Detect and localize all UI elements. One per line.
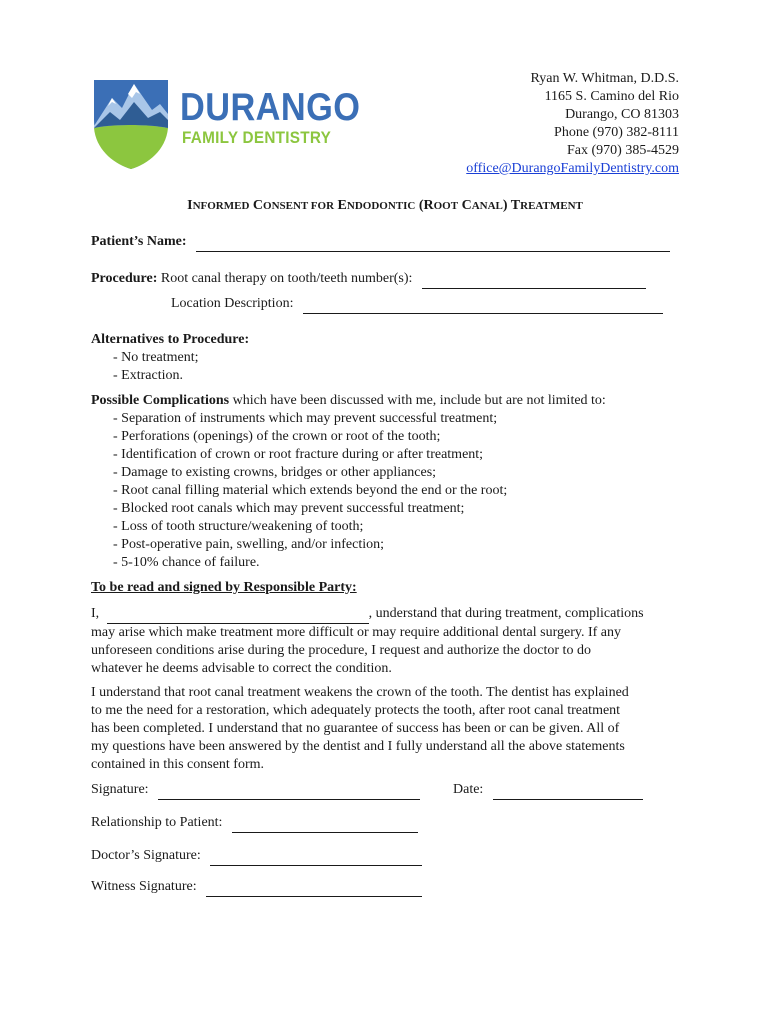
signature-field[interactable] [158, 781, 420, 800]
doctor-signature-field[interactable] [210, 847, 422, 866]
witness-signature-field[interactable] [206, 878, 422, 897]
city-state-zip: Durango, CO 81303 [565, 107, 679, 122]
location-field[interactable] [303, 295, 663, 314]
relationship-row [91, 814, 418, 833]
procedure-row [91, 270, 646, 289]
email-link[interactable]: office@DurangoFamilyDentistry.com [466, 161, 679, 176]
logo-brand-text: DURANGO [180, 86, 361, 129]
list-item: - No treatment; [113, 350, 199, 365]
date-label: Date: [453, 782, 484, 797]
location-label: Location Description: [171, 296, 294, 311]
complications-intro: Possible Complications which have been discussed with me, include but are not limited to: [91, 393, 606, 408]
date-row [453, 781, 643, 800]
responsible-party-heading: To be read and signed by Responsible Party: [91, 580, 357, 595]
alternatives-list [113, 349, 199, 385]
list-item: - Separation of instruments which may prevent successful treatment; [113, 411, 498, 426]
list-item: - Damage to existing crowns, bridges or other appliances; [113, 465, 437, 480]
fax-number: Fax (970) 385-4529 [567, 143, 679, 158]
relationship-label: Relationship to Patient: [91, 815, 223, 830]
list-item: - Root canal filling material which extends beyond the end or the root; [113, 483, 508, 498]
dentist-name: Ryan W. Whitman, D.D.S. [530, 71, 679, 86]
doctor-signature-label: Doctor’s Signature: [91, 848, 201, 863]
list-item: - Extraction. [113, 368, 183, 383]
signature-label: Signature: [91, 782, 149, 797]
responsibility-paragraph: I, , understand that during treatment, complications may arise which make treatment more difficult or may require additional dental surgery. If any unforeseen conditions arise during the procedure, I request and authorize the doctor to do whatever he deems advisable to correct the condition. [91, 606, 644, 676]
procedure-label: Procedure: [91, 271, 158, 286]
signature-row [91, 781, 420, 800]
contact-block [466, 70, 679, 178]
witness-signature-label: Witness Signature: [91, 879, 197, 894]
list-item: - Loss of tooth structure/weakening of tooth; [113, 519, 364, 534]
patient-name-label: Patient’s Name: [91, 234, 187, 249]
alternatives-heading: Alternatives to Procedure: [91, 332, 250, 347]
complications-heading: Possible Complications [91, 393, 230, 408]
location-row [171, 295, 663, 314]
phone-number: Phone (970) 382-8111 [554, 125, 679, 140]
tooth-number-field[interactable] [422, 270, 646, 289]
doctor-signature-row [91, 847, 422, 866]
relationship-field[interactable] [232, 814, 418, 833]
complications-list [113, 410, 507, 572]
list-item: - 5-10% chance of failure. [113, 555, 260, 570]
acknowledgement-paragraph: I understand that root canal treatment weakens the crown of the tooth. The dentist has explained to me the need for a restoration, which adequately protects the tooth, after root canal treatment has been completed. I understand that no guarantee of success has been or can be given. All of my questions have been answered by the dentist and I fully understand all the above statements contained in this consent form. [91, 685, 629, 772]
procedure-text: Root canal therapy on tooth/teeth number(s): [160, 271, 413, 286]
patient-name-field[interactable] [196, 233, 670, 252]
date-field[interactable] [493, 781, 643, 800]
mountain-shield-icon [90, 68, 176, 170]
street-address: 1165 S. Camino del Rio [544, 89, 679, 104]
list-item: - Identification of crown or root fracture during or after treatment; [113, 447, 484, 462]
witness-signature-row [91, 878, 422, 897]
list-item: - Blocked root canals which may prevent successful treatment; [113, 501, 465, 516]
logo-sub-text: FAMILY DENTISTRY [182, 128, 332, 147]
form-title: INFORMED CONSENT FOR ENDODONTIC (ROOT CANAL) TREATMENT [187, 198, 583, 213]
list-item: - Perforations (openings) of the crown or root of the tooth; [113, 429, 441, 444]
responsible-name-field[interactable] [107, 605, 369, 624]
patient-name-row [91, 233, 670, 252]
list-item: - Post-operative pain, swelling, and/or infection; [113, 537, 384, 552]
